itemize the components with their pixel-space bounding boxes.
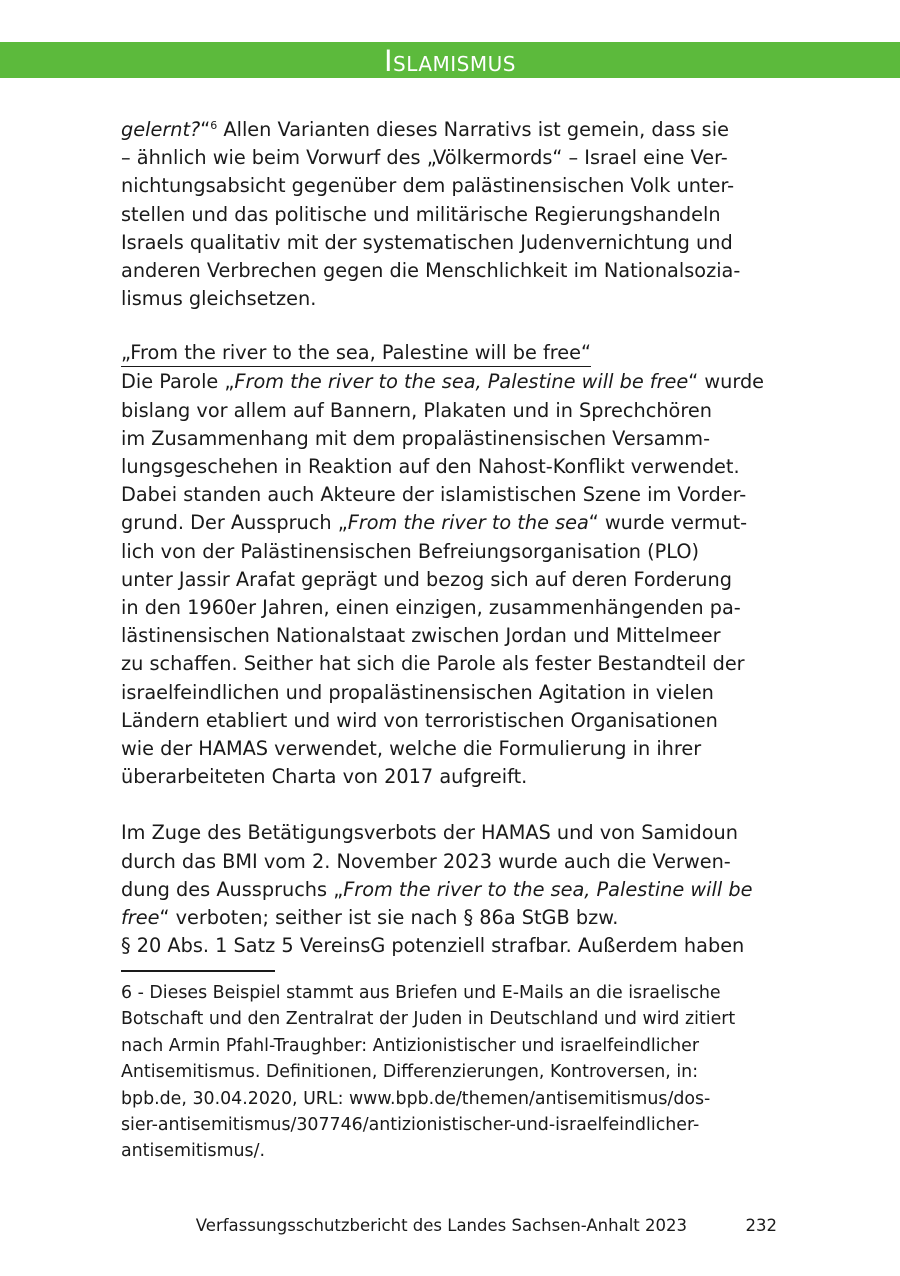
section-heading: „From the river to the sea, Palestine will be free“ [121,341,591,367]
footer-source: Verfassungsschutzbericht des Landes Sachsen-Anhalt 2023 [195,1216,687,1235]
footnote-line: Antisemitismus. Definitionen, Differenzierungen, Kontroversen, in: [121,1062,699,1083]
text-line: free“ verboten; seither ist sie nach § 86a StGB bzw. [121,906,619,930]
footnote-ref[interactable]: 6 [210,119,218,132]
section-paragraph-2 [121,819,786,960]
intro-paragraph [121,116,786,313]
text-line: § 20 Abs. 1 Satz 5 VereinsG potenziell strafbar. Außerdem haben [121,934,745,958]
text-line: lich von der Palästinensischen Befreiungsorganisation (PLO) [121,539,700,563]
text-line: bislang vor allem auf Bannern, Plakaten und in Sprechchören [121,398,712,422]
text-line: anderen Verbrechen gegen die Menschlichkeit im Nationalsozia- [121,259,741,283]
footnote-line: sier-antisemitismus/307746/antizionistischer-und-israelfeindlicher- [121,1115,700,1136]
text-line: – ähnlich wie beim Vorwurf des „Völkermords“ – Israel eine Ver- [121,146,728,170]
text-line: Im Zuge des Betätigungsverbots der HAMAS und von Samidoun [121,821,738,845]
section-header-bar [0,42,900,78]
text-line: Die Parole „From the river to the sea, Palestine will be free“ wurde [121,370,765,394]
text-line: stellen und das politische und militärische Regierungshandeln [121,202,721,226]
text-line: Israels qualitativ mit der systematischen Judenvernichtung und [121,230,733,254]
text-line: gelernt?“$^6$ Allen Varianten dieses Narrativs ist gemein, dass sie [121,118,729,141]
text-line: lungsgeschehen in Reaktion auf den Nahost-Konflikt verwendet. [121,455,740,479]
paragraph-gap [121,313,786,341]
text-line: Ländern etabliert und wird von terroristischen Organisationen [121,708,718,732]
paragraph-gap [121,791,786,819]
footnote-divider [121,970,275,972]
italic-quote-end: gelernt? [121,118,201,141]
text-line: unter Jassir Arafat geprägt und bezog sich auf deren Forderung [121,567,732,591]
text-line: lismus gleichsetzen. [121,287,317,311]
footnote [121,980,786,1165]
footnote-line: 6 - Dieses Beispiel stammt aus Briefen und E-Mails an die israelische [121,983,721,1003]
page-number: 232 [745,1216,777,1235]
text-line: dung des Ausspruchs „From the river to the sea, Palestine will be [121,877,753,901]
text-line: lästinensischen Nationalstaat zwischen Jordan und Mittelmeer [121,624,721,648]
text-line: durch das BMI vom 2. November 2023 wurde auch die Verwen- [121,849,731,873]
text-line: zu schaffen. Seither hat sich die Parole als fester Bestandteil der [121,652,745,676]
section-paragraph-1 [121,368,786,791]
text-line: im Zusammenhang mit dem propalästinensischen Versamm- [121,426,711,450]
text-line: israelfeindlichen und propalästinensischen Agitation in vielen [121,680,714,704]
text-line: in den 1960er Jahren, einen einzigen, zusammenhängenden pa- [121,596,741,620]
footnote-line: antisemitismus/. [121,1141,265,1162]
text-line: nichtungsabsicht gegenüber dem palästinensischen Volk unter- [121,174,735,198]
footnote-line: Botschaft und den Zentralrat der Juden in Deutschland und wird zitiert [121,1009,736,1030]
footnote-line: bpb.de, 30.04.2020, URL: www.bpb.de/themen/antisemitismus/dos- [121,1088,711,1109]
section-title: Islamismus [384,44,516,78]
text-line: Dabei standen auch Akteure der islamistischen Szene im Vorder- [121,483,747,507]
footnote-line: nach Armin Pfahl-Traughber: Antizionistischer und israelfeindlicher [121,1035,699,1056]
text-line: wie der HAMAS verwendet, welche die Formulierung in ihrer [121,737,702,761]
text-line: grund. Der Ausspruch „From the river to the sea“ wurde vermut- [121,511,748,535]
main-content [121,116,786,960]
text-line: überarbeiteten Charta von 2017 aufgreift. [121,765,528,789]
